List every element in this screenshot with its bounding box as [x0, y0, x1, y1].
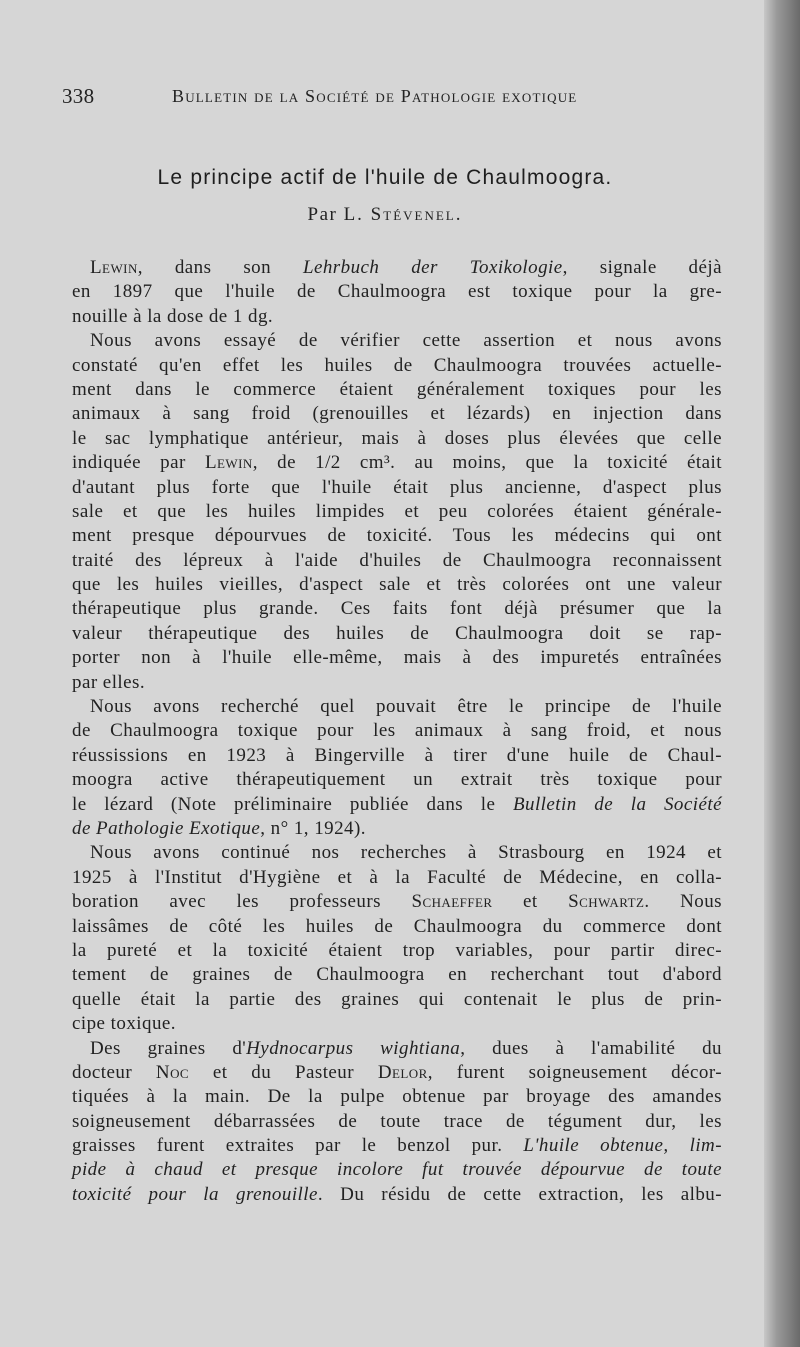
text-line: [72, 744, 722, 768]
text-line: [72, 524, 722, 548]
text-line: [72, 963, 722, 987]
line-text: sale et que les huiles limpides et peu colorées étaient générale-: [72, 500, 722, 522]
line-text: thérapeutique plus grande. Ces faits font déjà présumer que la: [72, 598, 722, 620]
text-line: [72, 719, 722, 743]
line-text: nouille à la dose de 1 dg.: [72, 305, 274, 327]
line-text: . Nous: [644, 891, 722, 913]
line-text: par elles.: [72, 671, 146, 693]
small-caps-name: Noc: [155, 1061, 190, 1083]
article-body: [72, 256, 722, 1207]
text-line: [72, 378, 722, 402]
italic-text: Bulletin de la Société: [512, 793, 722, 815]
line-text: cipe toxique.: [72, 1013, 176, 1035]
text-line: [72, 1037, 722, 1061]
byline-prefix: Par: [307, 204, 338, 225]
line-text: tement de graines de Chaulmoogra en recherchant tout d'abord: [72, 964, 722, 986]
line-text: le lézard (Note préliminaire publiée dans le: [72, 793, 513, 815]
line-text: , furent soigneusement décor-: [427, 1061, 722, 1083]
text-line: [72, 1183, 722, 1207]
text-line: [72, 622, 722, 646]
line-text: 1925 à l'Institut d'Hygiène et à la Faculté de Médecine, en colla-: [72, 866, 722, 888]
text-line: [72, 793, 722, 817]
text-line: [72, 256, 722, 280]
line-text: , de 1/2 cm³. au moins, que la toxicité était: [252, 452, 722, 474]
text-line: [72, 939, 722, 963]
text-line: [72, 402, 722, 426]
line-text: valeur thérapeutique des huiles de Chaulmoogra doit se rap-: [72, 622, 722, 644]
line-text: en 1897 que l'huile de Chaulmoogra est toxique pour la gre-: [72, 281, 722, 303]
text-line: [72, 695, 722, 719]
line-text: , signale déjà: [562, 257, 722, 278]
line-text: Nous avons continué nos recherches à Strasbourg en 1924 et: [90, 842, 722, 864]
line-text: graisses furent extraites par le benzol pur.: [72, 1135, 524, 1157]
text-line: [72, 671, 722, 695]
page-edge-shadow: [764, 0, 800, 1347]
line-text: ment dans le commerce étaient généralement toxiques pour les: [72, 378, 722, 400]
italic-text: L'huile obtenue, lim-: [523, 1135, 722, 1157]
line-text: soigneusement débarrassées de toute trace de tégument dur, les: [72, 1110, 722, 1132]
line-text: d'autant plus forte que l'huile était plus ancienne, d'aspect plus: [72, 476, 722, 498]
text-line: [72, 1012, 722, 1036]
text-line: [72, 646, 722, 670]
author-name: L. Stévenel.: [343, 204, 463, 225]
line-text: , n° 1, 1924).: [260, 817, 366, 839]
text-line: [72, 549, 722, 573]
text-line: [72, 451, 722, 475]
line-text: ment presque dépourvues de toxicité. Tous les médecins qui ont: [72, 525, 722, 547]
line-text: Nous avons recherché quel pouvait être le principe de l'huile: [90, 696, 722, 718]
text-line: [72, 768, 722, 792]
text-line: [72, 354, 722, 378]
italic-text: pide à chaud et presque incolore fut trouvée dépourvue de toute: [72, 1159, 722, 1181]
text-line: [72, 427, 722, 451]
small-caps-name: Schaeffer: [411, 891, 493, 913]
line-text: docteur: [72, 1061, 156, 1083]
line-text: tiquées à la main. De la pulpe obtenue par broyage des amandes: [72, 1086, 722, 1108]
line-text: boration avec les professeurs: [72, 891, 412, 913]
italic-text: Lehrbuch der Toxikologie: [302, 257, 563, 278]
line-text: quelle était la partie des graines qui contenait le plus de prin-: [72, 988, 722, 1010]
text-line: [72, 915, 722, 939]
text-line: [72, 866, 722, 890]
line-text: animaux à sang froid (grenouilles et lézards) en injection dans: [72, 403, 722, 425]
text-line: [72, 305, 722, 329]
line-text: porter non à l'huile elle-même, mais à des impuretés entraînées: [72, 647, 722, 669]
line-text: constaté qu'en effet les huiles de Chaulmoogra trouvées actuelle-: [72, 354, 722, 376]
line-text: réussissions en 1923 à Bingerville à tirer d'une huile de Chaul-: [72, 744, 722, 766]
line-text: , dues à l'amabilité du: [460, 1037, 722, 1059]
small-caps-name: Delor: [377, 1061, 428, 1083]
line-text: moogra active thérapeutiquement un extrait très toxique pour: [72, 769, 722, 791]
italic-text: Hydnocarpus wightiana: [246, 1037, 461, 1059]
running-head: Bulletin de la Société de Pathologie exotique: [172, 86, 578, 106]
line-text: traité des lépreux à l'aide d'huiles de Chaulmoogra reconnaissent: [72, 549, 722, 571]
line-text: Nous avons essayé de vérifier cette assertion et nous avons: [90, 330, 722, 352]
small-caps-name: Lewin: [204, 452, 253, 474]
line-text: le sac lymphatique antérieur, mais à doses plus élevées que celle: [72, 427, 722, 449]
small-caps-name: Schwartz: [568, 891, 645, 913]
article-title: Le principe actif de l'huile de Chaulmoogra.: [157, 166, 613, 189]
line-text: indiquée par: [72, 452, 205, 474]
page-number: 338: [62, 84, 95, 108]
line-text: que les huiles vieilles, d'aspect sale et très colorées ont une valeur: [72, 574, 722, 596]
text-line: [72, 988, 722, 1012]
line-text: et du Pasteur: [189, 1061, 378, 1083]
text-line: [72, 500, 722, 524]
line-text: , dans son: [137, 257, 303, 278]
text-line: [72, 890, 722, 914]
line-text: de Chaulmoogra toxique pour les animaux à sang froid, et nous: [72, 720, 722, 742]
text-line: [72, 841, 722, 865]
text-line: [72, 1085, 722, 1109]
line-text: la pureté et la toxicité étaient trop variables, pour partir direc-: [72, 939, 722, 961]
text-line: [72, 1110, 722, 1134]
small-caps-name: Lewin: [90, 257, 138, 278]
text-line: [72, 573, 722, 597]
text-line: [72, 1134, 722, 1158]
line-text: laissâmes de côté les huiles de Chaulmoogra du commerce dont: [72, 915, 722, 937]
text-line: [72, 280, 722, 304]
line-text: et: [492, 891, 569, 913]
text-line: [72, 476, 722, 500]
italic-text: de Pathologie Exotique: [72, 817, 261, 839]
line-text: Des graines d': [90, 1037, 247, 1059]
page-header: [62, 84, 722, 114]
text-line: [72, 817, 722, 841]
italic-text: toxicité pour la grenouille: [72, 1183, 318, 1205]
text-line: [72, 597, 722, 621]
text-line: [72, 1158, 722, 1182]
byline: [0, 204, 770, 226]
text-line: [72, 329, 722, 353]
line-text: . Du résidu de cette extraction, les albu-: [317, 1183, 722, 1205]
text-line: [72, 1061, 722, 1085]
